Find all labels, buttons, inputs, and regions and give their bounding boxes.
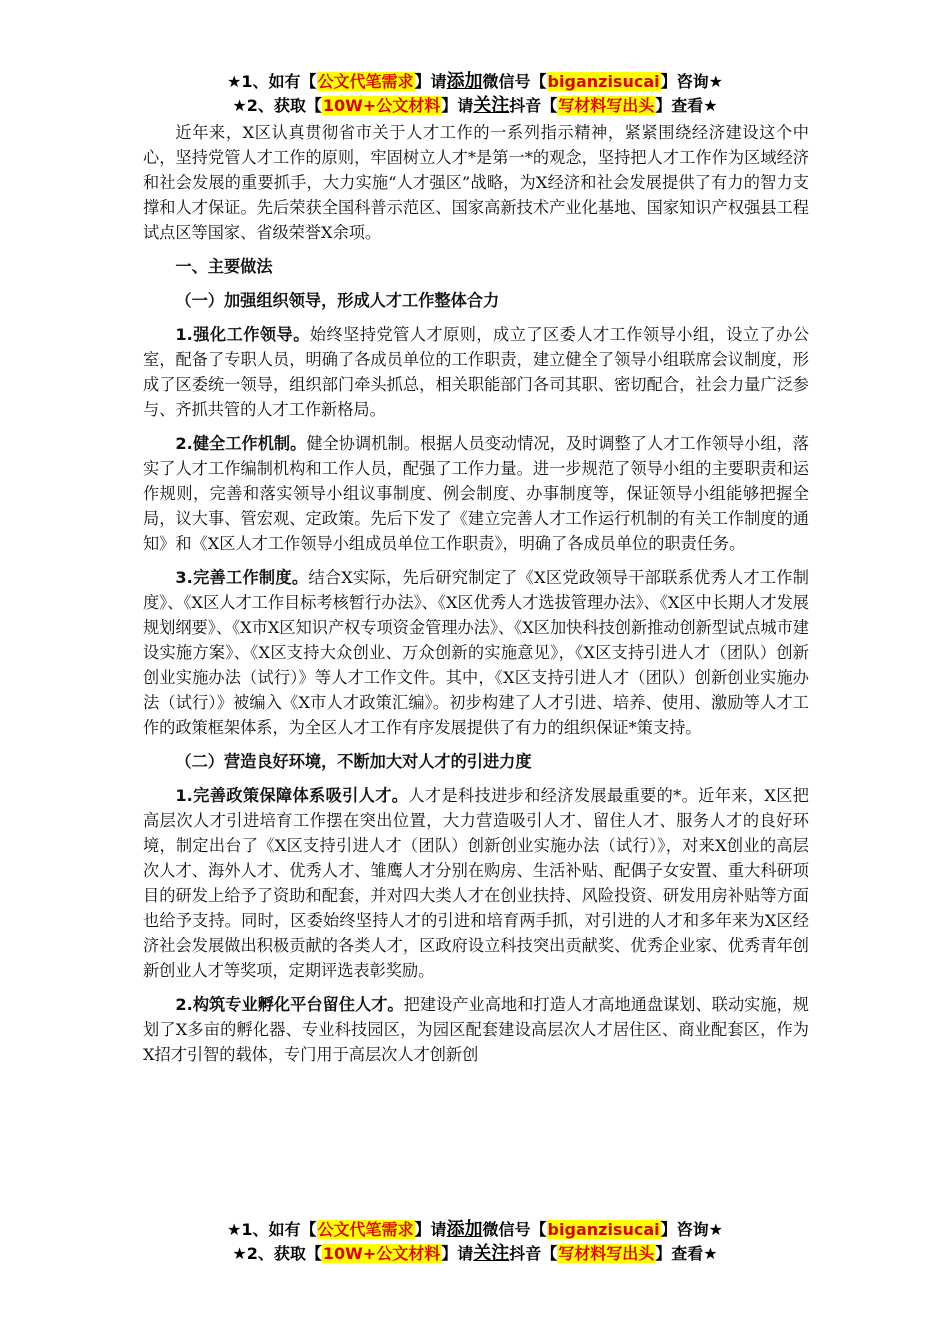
paragraph-lead: 2.构筑专业孵化平台留住人才。	[175, 995, 404, 1014]
banner-text: ★2、获取【	[232, 96, 322, 115]
paragraph-text: 把建设产业高地和打造人才高地通盘谋划、联动实施，规划了X多亩的孵化器、专业科技园区，为园区配套建设高层次人才居住区、商业配套区，作为X招才引智的载体，专门用于高层次人才创新创	[143, 995, 809, 1064]
intro-paragraph: 近年来，X区认真贯彻省市关于人才工作的一系列指示精神，紧紧围绕经济建设这个中心，坚持党管人才工作的原则，牢固树立人才*是第一*的观念，坚持把人才工作作为区域经济和社会发展的重要抓手，大力实施“人才强区”战略，为X经济和社会发展提供了有力的智力支撑和人才保证。先后荣获全国科普示范区、国家高新技术产业化基地、国家知识产权强县工程试点区等国家、省级荣誉X余项。	[143, 123, 809, 242]
banner-text: 微信号【	[482, 72, 547, 91]
banner-text: 】请	[441, 96, 474, 115]
banner-text: 抖音【	[509, 1244, 558, 1263]
banner-highlight: 公文代笔需求	[317, 1220, 414, 1239]
banner-text: ★1、如有【	[227, 72, 317, 91]
subsection-heading: （二）营造良好环境，不断加大对人才的引进力度	[175, 752, 532, 771]
paragraph-lead: 1.强化工作领导。	[175, 325, 310, 344]
banner-text: 】请	[414, 72, 447, 91]
banner-text: 】查看★	[655, 96, 718, 115]
paragraph-text: 结合X实际，先后研究制定了《X区党政领导干部联系优秀人才工作制度》、《X区人才工作目标考核暂行办法》、《X区优秀人才选拔管理办法》、《X区中长期人才发展规划纲要》、《X市X区知识产权专项资金管理办法》、《X区加快科技创新推动创新型试点城市建设实施方案》、《X区支持大众创业、万众创新的实施意见》，《X区支持引进人才（团队）创新创业实施办法（试行）》等人才工作文件。其中，《X区支持引进人才（团队）创新创业实施办法（试行）》被编入《X市人才政策汇编》。初步构建了人才引进、培养、使用、激励等人才工作的政策框架体系，为全区人才工作有序发展提供了有力的组织保证*策支持。	[143, 568, 809, 737]
paragraph	[143, 992, 809, 1067]
paragraph	[143, 565, 809, 740]
banner-highlight: 10W+公文材料	[322, 1244, 441, 1263]
paragraph-text: 健全协调机制。根据人员变动情况，及时调整了人才工作领导小组，落实了人才工作编制机构和工作人员，配强了工作力量。进一步规范了领导小组的主要职责和运作规则，完善和落实领导小组议事制度、例会制度、办事制度等，保证领导小组能够把握全局，议大事、管宏观、定政策。先后下发了《建立完善人才工作运行机制的有关工作制度的通知》和《X区人才工作领导小组成员单位工作职责》，明确了各成员单位的职责任务。	[143, 434, 809, 553]
section-heading: 一、主要做法	[175, 257, 273, 276]
banner-text: 】咨询★	[660, 72, 723, 91]
banner-text: 】请	[441, 1244, 474, 1263]
banner-text: 抖音【	[509, 96, 558, 115]
paragraph-lead: 1.完善政策保障体系吸引人才。	[175, 786, 409, 805]
banner-emphasis: 关注	[473, 95, 510, 116]
paragraph-text: 始终坚持党管人才原则，成立了区委人才工作领导小组，设立了办公室，配备了专职人员，明确了各成员单位的工作职责，建立健全了领导小组联席会议制度，形成了区委统一领导，组织部门牵头抓总，相关职能部门各司其职、密切配合，社会力量广泛参与、齐抓共管的人才工作新格局。	[143, 325, 810, 419]
promo-banner-top-line-2	[0, 94, 950, 118]
paragraph-lead: 3.完善工作制度。	[175, 568, 309, 587]
banner-emphasis: 添加	[446, 1219, 483, 1240]
banner-emphasis: 关注	[473, 1243, 510, 1264]
paragraph-text: 人才是科技进步和经济发展最重要的*。近年来，X区把高层次人才引进培育工作摆在突出位置，大力营造吸引人才、留住人才、服务人才的良好环境，制定出台了《X区支持引进人才（团队）创新创业实施办法（试行）》，对来X创业的高层次人才、海外人才、优秀人才、雏鹰人才分别在购房、生活补贴、配偶子女安置、重大科研项目的研发上给予了资助和配套，并对四大类人才在创业扶持、风险投资、研发用房补贴等方面也给予支持。同时，区委始终坚持人才的引进和培育两手抓，对引进的人才和多年来为X区经济社会发展做出积极贡献的各类人才，区政府设立科技突出贡献奖、优秀企业家、优秀青年创新创业人才等奖项，定期评选表彰奖励。	[143, 786, 809, 980]
subsection-heading: （一）加强组织领导，形成人才工作整体合力	[175, 291, 500, 310]
banner-highlight: biganzisucai	[547, 1220, 660, 1239]
banner-highlight: 公文代笔需求	[317, 72, 414, 91]
paragraph	[143, 783, 809, 983]
banner-highlight: 10W+公文材料	[322, 96, 441, 115]
paragraph	[143, 322, 809, 422]
banner-text: 】请	[414, 1220, 447, 1239]
banner-text: 】查看★	[655, 1244, 718, 1263]
paragraph	[143, 431, 809, 556]
banner-highlight: 写材料写出头	[558, 96, 655, 115]
promo-banner-bottom-line-2	[0, 1242, 950, 1266]
paragraph-lead: 2.健全工作机制。	[175, 434, 307, 453]
banner-text: ★2、获取【	[232, 1244, 322, 1263]
promo-banner-bottom-line-1	[0, 1218, 950, 1242]
promo-banner-top-line-1	[0, 70, 950, 94]
banner-emphasis: 添加	[446, 71, 483, 92]
banner-highlight: biganzisucai	[547, 72, 660, 91]
document-body	[143, 120, 809, 1076]
banner-text: 微信号【	[482, 1220, 547, 1239]
banner-text: 】咨询★	[660, 1220, 723, 1239]
banner-text: ★1、如有【	[227, 1220, 317, 1239]
banner-highlight: 写材料写出头	[558, 1244, 655, 1263]
